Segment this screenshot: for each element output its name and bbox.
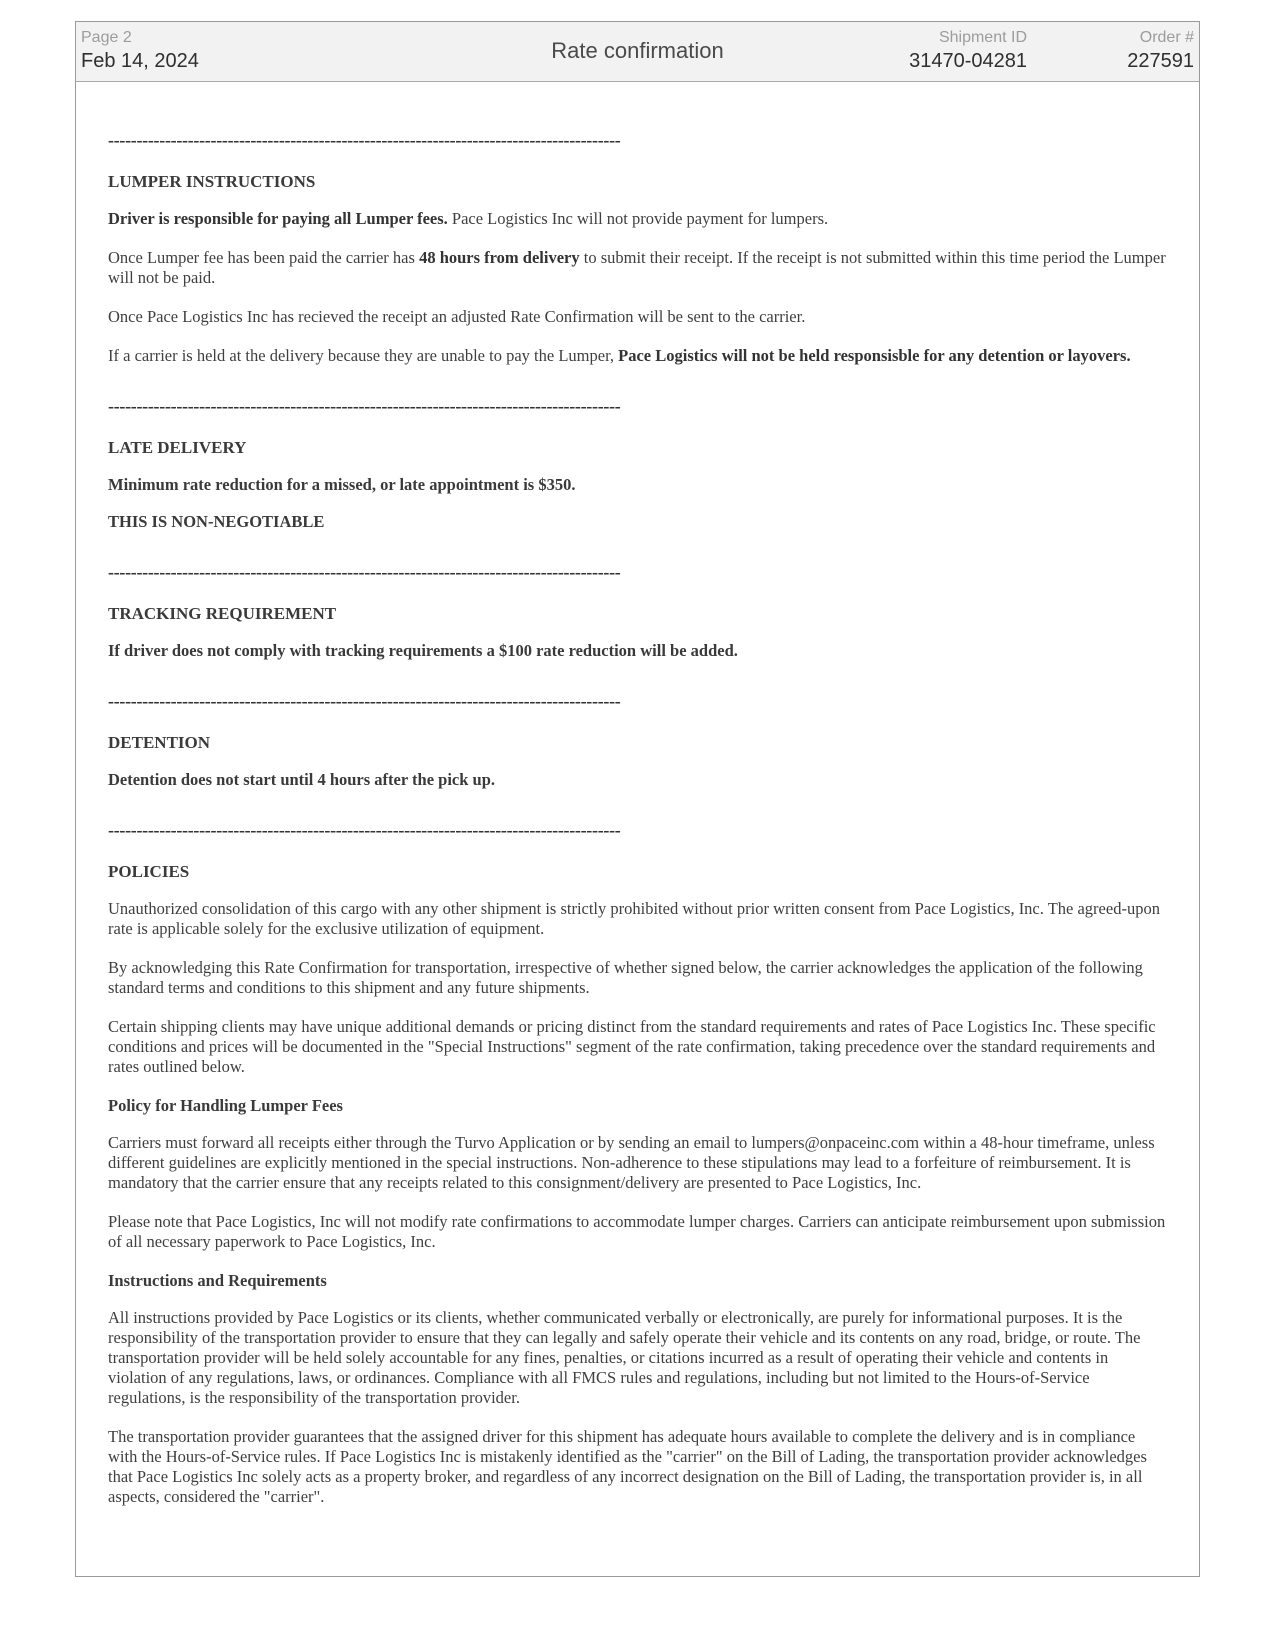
section-separator: ------------------------------------------------------------------------------------------ bbox=[108, 820, 621, 840]
instructions-paragraph-2: The transportation provider guarantees that the assigned driver for this shipment has adequate hours available to complete the delivery and is in compliance with the Hours-of-Service rules. If Pace Logistics Inc is mistakenly identified as the "carrier" on the Bill of Lading, the transportation provider acknowledges that Pace Logistics Inc solely acts as a property broker, and regardless of any incorrect designation on the Bill of Lading, the transportation provider is, in all aspects, considered the "carrier". bbox=[108, 1427, 1147, 1506]
lumper-paragraph-4 bbox=[108, 346, 1168, 366]
lumper-p2-end: to submit their receipt. If the receipt is not submitted within this time period the Lumper will not be paid. bbox=[108, 248, 1166, 287]
tracking-paragraph: If driver does not comply with tracking requirements a $100 rate reduction will be added. bbox=[108, 641, 738, 660]
section-separator: ------------------------------------------------------------------------------------------ bbox=[108, 562, 621, 582]
document-title: Rate confirmation bbox=[551, 38, 724, 63]
tracking-heading: TRACKING REQUIREMENT bbox=[108, 604, 337, 623]
lumper-p2-bold: 48 hours from delivery bbox=[419, 248, 580, 267]
detention-paragraph: Detention does not start until 4 hours after the pick up. bbox=[108, 770, 496, 789]
document-page bbox=[75, 21, 1200, 1577]
lumper-paragraph-3: Once Pace Logistics Inc has recieved the receipt an adjusted Rate Confirmation will be sent to the carrier. bbox=[108, 307, 806, 326]
detention-heading: DETENTION bbox=[108, 733, 211, 752]
lumper-p4-start: If a carrier is held at the delivery because they are unable to pay the Lumper, bbox=[108, 346, 619, 365]
late-delivery-paragraph-2: THIS IS NON-NEGOTIABLE bbox=[108, 512, 325, 531]
lumper-policy-paragraph-1: Carriers must forward all receipts either through the Turvo Application or by sending an email to lumpers@onpaceinc.com within a 48-hour timeframe, unless different guidelines are explicitly mentioned in the special instructions. Non-adherence to these stipulations may lead to a forfeiture of reimbursement. It is mandatory that the carrier ensure that any receipts related to this consignment/delivery are presented to Pace Logistics, Inc. bbox=[108, 1133, 1155, 1192]
late-delivery-paragraph-1: Minimum rate reduction for a missed, or late appointment is $350. bbox=[108, 475, 576, 494]
lumper-policy-subheading: Policy for Handling Lumper Fees bbox=[108, 1096, 343, 1115]
shipment-id-value: 31470-04281 bbox=[909, 50, 1027, 72]
order-info bbox=[1127, 28, 1194, 74]
order-number-label: Order # bbox=[1139, 29, 1194, 46]
lumper-p1-bold: Driver is responsible for paying all Lumper fees. bbox=[108, 209, 448, 228]
lumper-p4-bold: Pace Logistics will not be held responsisble for any detention or layovers. bbox=[618, 346, 1131, 365]
section-separator: ------------------------------------------------------------------------------------------ bbox=[108, 396, 621, 416]
document-body bbox=[108, 94, 1168, 1526]
section-separator: ------------------------------------------------------------------------------------------ bbox=[108, 130, 621, 150]
document-date: Feb 14, 2024 bbox=[81, 50, 199, 72]
policies-paragraph-2: By acknowledging this Rate Confirmation for transportation, irrespective of whether signed below, the carrier acknowledges the application of the following standard terms and conditions to this shipment and any future shipments. bbox=[108, 958, 1143, 997]
lumper-p1-text: Pace Logistics Inc will not provide payment for lumpers. bbox=[447, 209, 829, 228]
lumper-heading: LUMPER INSTRUCTIONS bbox=[108, 172, 316, 191]
lumper-policy-paragraph-2: Please note that Pace Logistics, Inc will not modify rate confirmations to accommodate lumper charges. Carriers can anticipate reimbursement upon submission of all necessary paperwork to Pace Logistics, Inc. bbox=[108, 1212, 1166, 1251]
shipment-id-label: Shipment ID bbox=[938, 29, 1027, 46]
order-number-value: 227591 bbox=[1127, 50, 1194, 72]
instructions-paragraph-1: All instructions provided by Pace Logistics or its clients, whether communicated verbally or electronically, are purely for informational purposes. It is the responsibility of the transportation provider to ensure that they can legally and safely operate their vehicle and its contents on any road, bridge, or route. The transportation provider will be held solely accountable for any fines, penalties, or citations incurred as a result of operating their vehicle and contents in violation of any regulations, laws, or ordinances. Compliance with all FMCS rules and regulations, including but not limited to the Hours-of-Service regulations, is the responsibility of the transportation provider. bbox=[108, 1308, 1141, 1407]
section-separator: ------------------------------------------------------------------------------------------ bbox=[108, 691, 621, 711]
late-delivery-heading: LATE DELIVERY bbox=[108, 438, 247, 457]
policies-heading: POLICIES bbox=[108, 862, 190, 881]
page-header bbox=[76, 22, 1199, 82]
instructions-subheading: Instructions and Requirements bbox=[108, 1271, 327, 1290]
policies-paragraph-3: Certain shipping clients may have unique additional demands or pricing distinct from the standard requirements and rates of Pace Logistics Inc. These specific conditions and prices will be documented in the "Special Instructions" segment of the rate confirmation, taking precedence over the standard requirements and rates outlined below. bbox=[108, 1017, 1156, 1076]
lumper-paragraph-2 bbox=[108, 248, 1168, 288]
shipment-info bbox=[909, 28, 1027, 74]
lumper-paragraph-1 bbox=[108, 209, 1168, 229]
lumper-p2-start: Once Lumper fee has been paid the carrier has bbox=[108, 248, 420, 267]
page-number: Page 2 bbox=[81, 29, 132, 46]
policies-paragraph-1: Unauthorized consolidation of this cargo with any other shipment is strictly prohibited without prior written consent from Pace Logistics, Inc. The agreed-upon rate is applicable solely for the exclusive utilization of equipment. bbox=[108, 899, 1160, 938]
